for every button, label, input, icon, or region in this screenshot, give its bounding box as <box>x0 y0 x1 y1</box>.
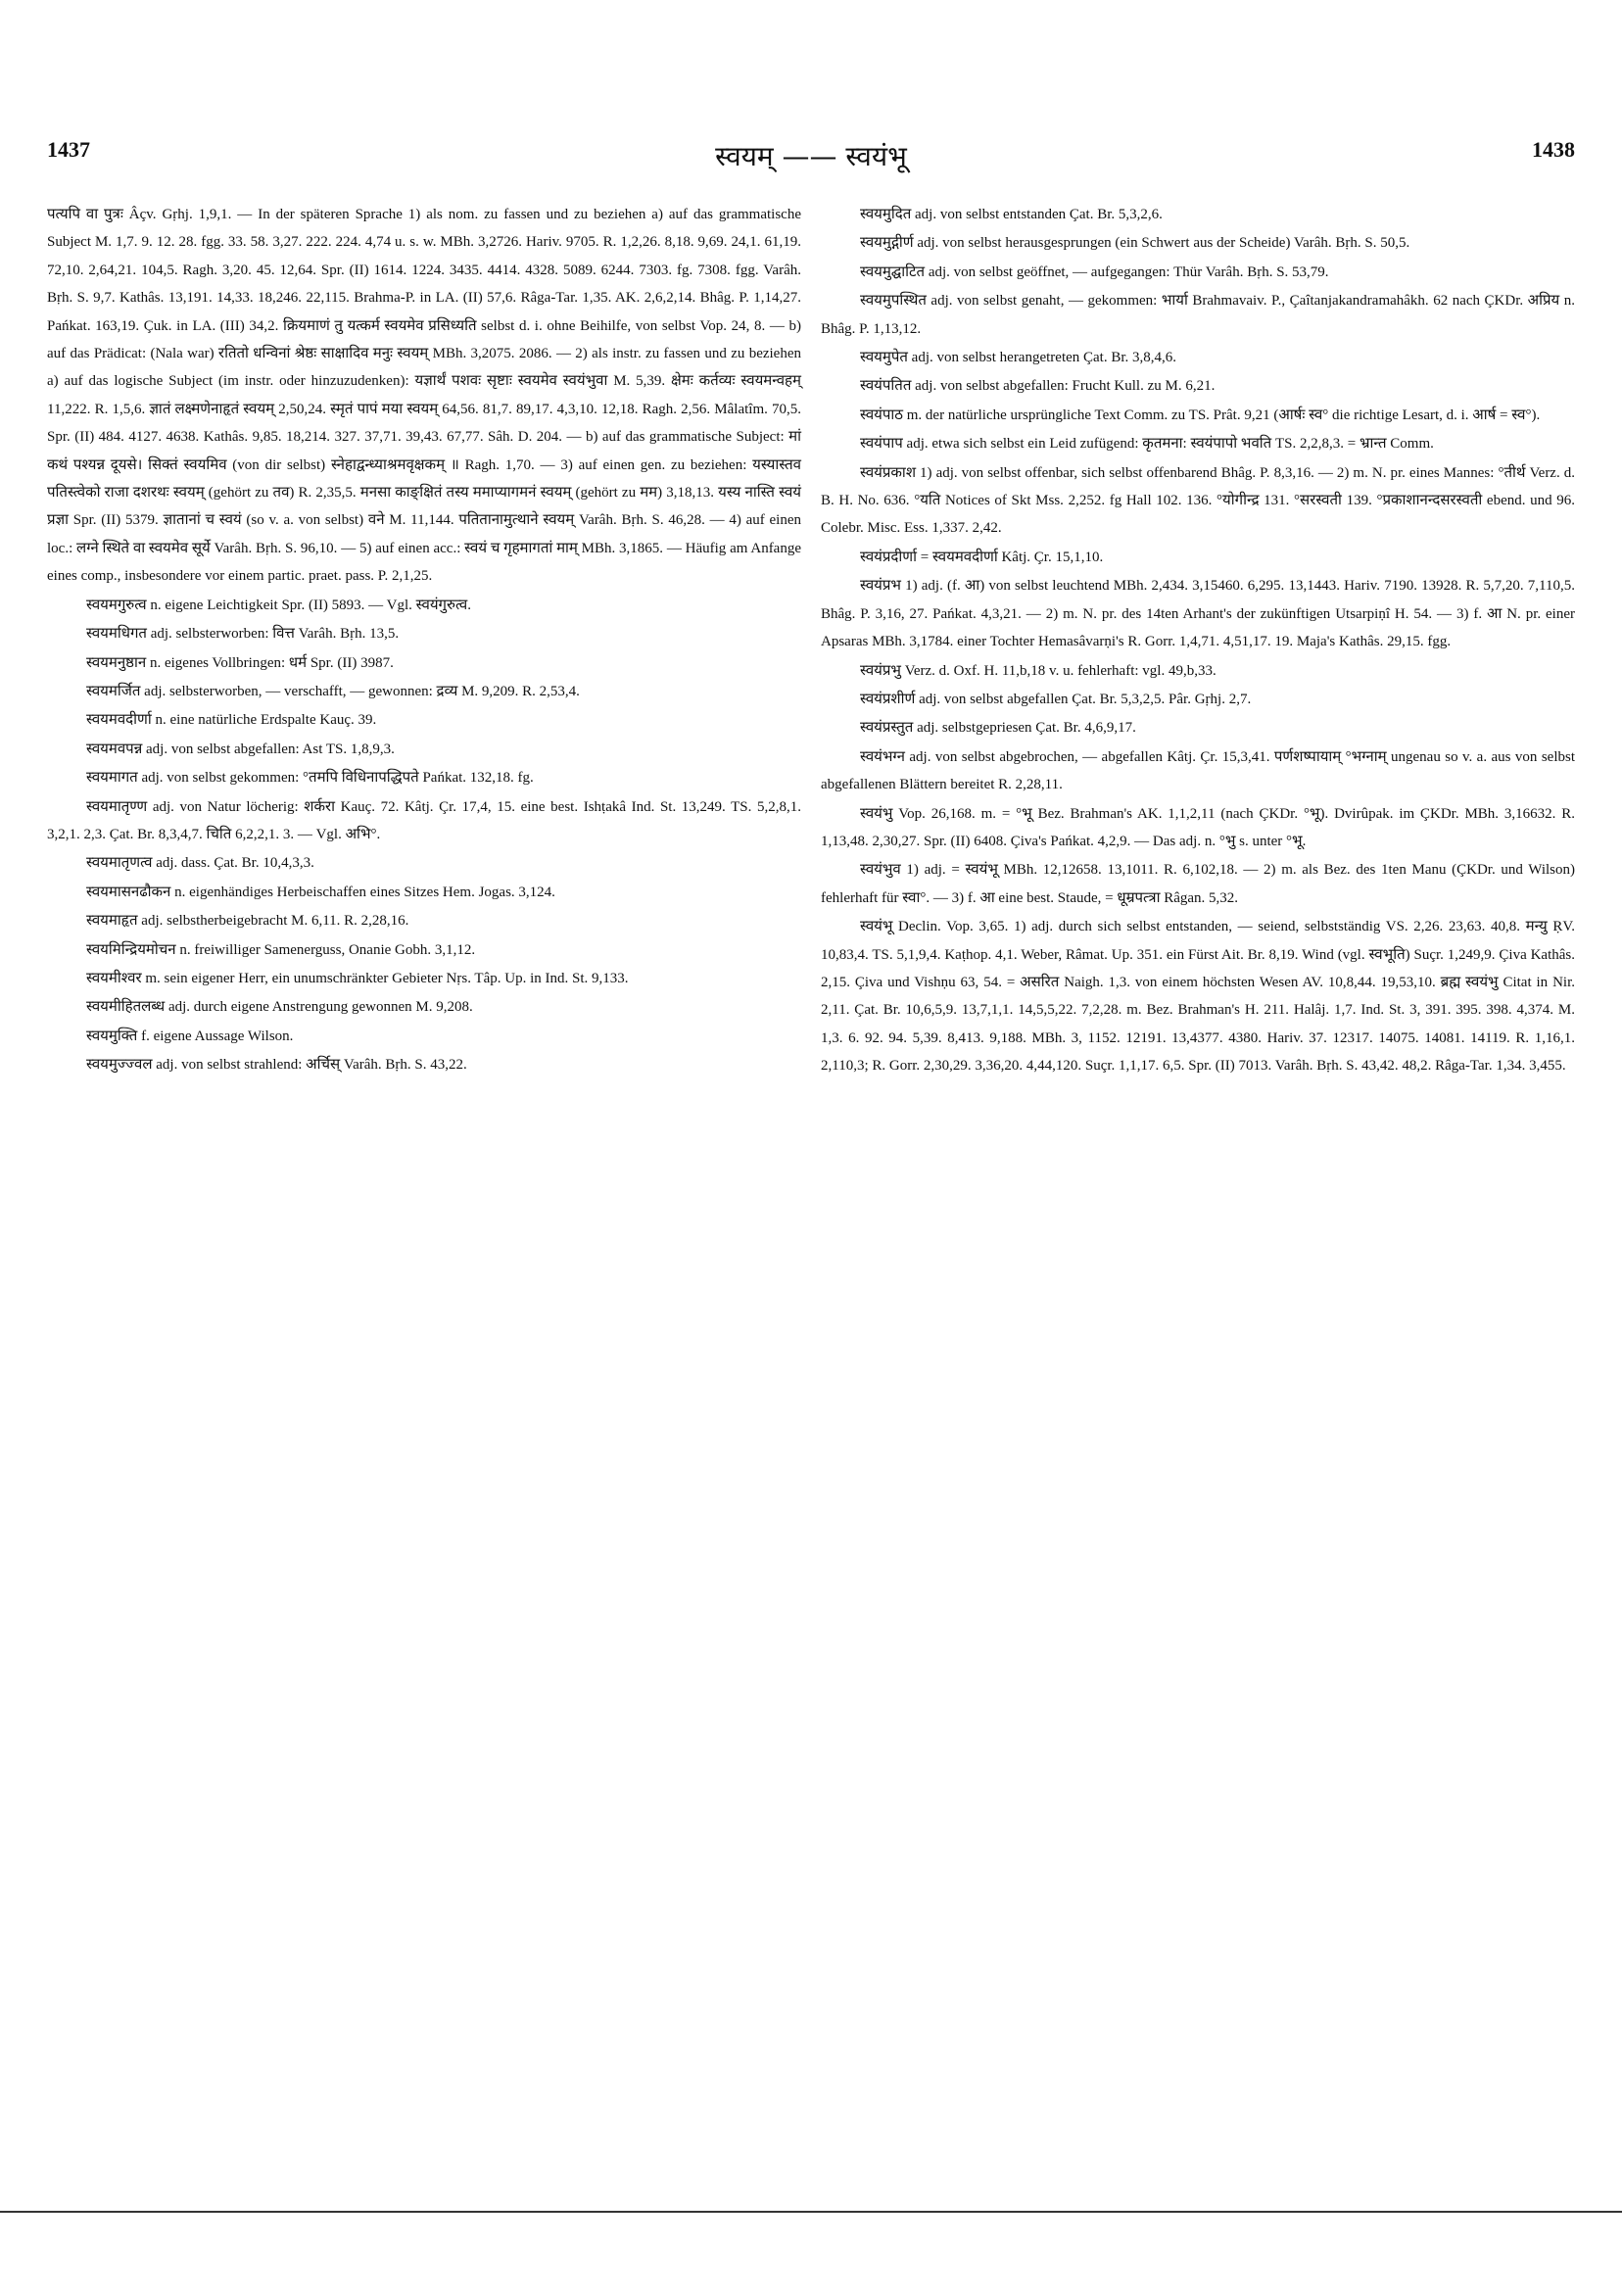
dictionary-entry: स्वयमीश्वर m. sein eigener Herr, ein unumschränkter Gebieter Nṛs. Tâp. Up. in Ind. St. 9,133. <box>86 970 629 986</box>
dictionary-entry: स्वयमागत adj. von selbst gekommen: °तमपि विधिनापद्धिपते Pańkat. 132,18. fg. <box>86 770 534 787</box>
dictionary-entry: स्वयमुदित adj. von selbst entstanden Çat. Br. 5,3,2,6. <box>860 207 1163 222</box>
dictionary-entry: स्वयंभू Declin. Vop. 3,65. 1) adj. durch sich selbst entstanden, — seiend, selbstständig VS. 2,26. 23,63. 40,8. मन्यु ṚV. 10,83,4. TS. 5,1,9,4. Kaṭhop. 4,1. Weber, Râmat. Up. 351. ein Fürst Ait. Br. 8,19. Wind (vgl. स्वभूति) Suçr. 1,249,9. Çiva Kathâs. 2,15. Çiva und Vishṇu 63, 54. = असरित Naigh. 1,3. von einem höchsten Wesen AV. 10,8,44. 19,53,10. ब्रह्म स्वयंभु Citat in Nir. 2,11. Çat. Br. 10,6,5,9. 13,7,1,1. 14,5,5,22. 7,2,28. m. Bez. Brahman's H. 211. Halâj. 1,7. Ind. St. 3, 391. 395. 398. 4,374. M. 1,3. 6. 92. 94. 5,39. 8,413. 9,188. MBh. 3, 1152. 12191. 13,4377. 4380. Hariv. 37. 12317. 14075. 14081. 14119. R. 1,16,1. 2,110,3; R. Gorr. 2,30,29. 3,36,20. 4,44,120. Suçr. 1,1,17. 6,5. Spr. (II) 7013. Varâh. Bṛh. S. 43,42. 48,2. Râga-Tar. 1,34. 3,455. <box>821 919 1575 1075</box>
dictionary-entry: स्वयमातृण्ण adj. von Natur löcherig: शर्करा Kauç. 72. Kâtj. Çr. 17,4, 15. eine best. Ishṭakâ Ind. St. 13,249. TS. 5,2,8,1. 3,2,1. 2,3. Çat. Br. 8,3,4,7. चिति 6,2,2,1. 3. — Vgl. अभि°. <box>47 798 801 842</box>
dictionary-entry: स्वयंप्रभु Verz. d. Oxf. H. 11,b,18 v. u. fehlerhaft: vgl. 49,b,33. <box>860 662 1216 679</box>
footer-rule <box>0 2211 1622 2213</box>
dictionary-entry: स्वयंपाप adj. etwa sich selbst ein Leid zufügend: कृतमना: स्वयंपापो भवति TS. 2,2,8,3. = भ्रान्त Comm. <box>860 436 1434 453</box>
dictionary-entry: स्वयमीहितलब्ध adj. durch eigene Anstrengung gewonnen M. 9,208. <box>86 999 473 1016</box>
dictionary-entry: स्वयमासनढौकन n. eigenhändiges Herbeischaffen eines Sitzes Hem. Jogas. 3,124. <box>86 884 555 900</box>
dictionary-entry: स्वयमुज्ज्वल adj. von selbst strahlend: अर्चिस् Varâh. Bṛh. S. 43,22. <box>86 1057 467 1074</box>
dictionary-entry: स्वयंप्रकाश 1) adj. von selbst offenbar, sich selbst offenbarend Bhâg. P. 8,3,16. — 2) m. N. pr. eines Mannes: °तीर्थ Verz. d. B. H. No. 636. °यति Notices of Skt Mss. 2,252. fg Hall 102. 136. °योगीन्द्र 131. °सरस्वती 139. °प्रकाशानन्दसरस्वती ebend. und 96. Colebr. Misc. Ess. 1,337. 2,42. <box>821 464 1575 537</box>
dictionary-entry: स्वयमनुष्ठान n. eigenes Vollbringen: धर्म Spr. (II) 3987. <box>86 654 394 671</box>
dictionary-entry: स्वयमुपस्थित adj. von selbst genaht, — gekommen: भार्या Brahmavaiv. P., Çaîtanjakandramahâkh. 62 nach ÇKDr. अप्रिय n. Bhâg. P. 1,13,12. <box>821 293 1575 337</box>
dictionary-entry: स्वयमुद्गीर्ण adj. von selbst herausgesprungen (ein Schwert aus der Scheide) Varâh. Bṛh. S. 50,5. <box>860 235 1410 252</box>
dictionary-entry: स्वयंप्रस्तुत adj. selbstgepriesen Çat. Br. 4,6,9,17. <box>860 720 1136 737</box>
right-column <box>821 201 1575 1081</box>
dictionary-entry: स्वयमधिगत adj. selbsterworben: वित्त Varâh. Bṛh. 13,5. <box>86 626 400 643</box>
dictionary-entry: स्वयंप्रशीर्ण adj. von selbst abgefallen Çat. Br. 5,3,2,5. Pâr. Gṛhj. 2,7. <box>860 691 1252 707</box>
dictionary-entry: स्वयमिन्द्रियमोचन n. freiwilliger Samenerguss, Onanie Gobh. 3,1,12. <box>86 941 476 958</box>
right-page-number: 1438 <box>1532 137 1575 162</box>
dictionary-entry: स्वयंप्रभ 1) adj. (f. आ) von selbst leuchtend MBh. 2,434. 3,15460. 6,295. 13,1443. Hariv. 7190. 13928. R. 5,7,20. 7,110,5. Bhâg. P. 3,16, 27. Pańkat. 4,3,21. — 2) m. N. pr. des 14ten Arhant's der zukünftigen Utsarpiṇî H. 54. — 3) f. आ N. pr. einer Apsaras MBh. 3,1784. einer Tochter Hemasâvarṇi's R. Gorr. 1,4,71. 4,51,17. 19. Maja's Kathâs. 29,15. fgg. <box>821 578 1575 650</box>
dictionary-entry: स्वयमातृणत्व adj. dass. Çat. Br. 10,4,3,3. <box>86 855 314 872</box>
dictionary-entry: पत्यपि वा पुत्रः Âçv. Gṛhj. 1,9,1. — In der späteren Sprache 1) als nom. zu fassen und zu beziehen a) auf das grammatische Subject M. 1,7. 9. 12. 28. fgg. 33. 58. 3,27. 222. 224. 4,74 u. s. w. MBh. 3,2726. Hariv. 9705. R. 1,2,26. 8,18. 9,69. 24,1. 61,19. 72,10. 2,64,21. 104,5. Ragh. 3,20. 45. 12,64. Spr. (II) 1614. 1224. 3435. 4414. 4328. 5089. 6244. 7303. fg. 7308. fgg. Varâh. Bṛh. S. 9,7. Kathâs. 13,191. 14,33. 18,246. 22,115. Brahma-P. in LA. (II) 57,6. Râga-Tar. 1,35. AK. 2,6,2,14. Bhâg. P. 1,14,27. Pańkat. 163,19. Çuk. in LA. (III) 34,2. क्रियमाणं तु यत्कर्म स्वयमेव प्रसिध्यति selbst d. i. ohne Beihilfe, von selbst Vop. 24, 8. — b) auf das Prädicat: (Nala war) रतितो धन्विनां श्रेष्ठः साक्षादिव मनुः स्वयम् MBh. 3,2075. 2086. — 2) als instr. zu fassen und zu beziehen a) auf das logische Subject (im instr. oder hinzuzudenken): यज्ञार्थं पशवः सृष्टाः स्वयमेव स्वयंभुवा M. 5,39. क्षेमः कर्तव्यः स्वयमन्वहम् 11,222. R. 1,5,6. ज्ञातं लक्ष्मणेनाहृतं स्वयम् 2,50,24. स्मृतं पापं मया स्वयम् 64,56. 81,7. 89,17. 4,3,10. 12,18. Ragh. 2,56. Mâlatîm. 70,5. Spr. (II) 484. 4127. 4638. Kathâs. 9,85. 18,214. 327. 37,71. 39,43. 67,77. Sâh. D. 204. — b) auf das grammatische Subject: मां कथं पश्यन्न दूयसे। सिक्तं स्वयमिव (von dir selbst) स्नेहाद्वन्ध्याश्रमवृक्षकम् ॥ Ragh. 1,70. — 3) auf einen gen. zu beziehen: यस्यास्तव पतिस्त्वेको राजा दशरथः स्वयम् (gehört zu तव) R. 2,35,5. मनसा काङ्क्षितं तस्य ममाप्यागमनं स्वयम् (gehört zu मम) 3,18,13. यस्य नास्ति स्वयं प्रज्ञा Spr. (II) 5379. ज्ञातानां च स्वयं (so v. a. von selbst) वने M. 11,144. पतितानामुत्थाने स्वयम् Varâh. Bṛh. S. 46,28. — 4) auf einen loc.: लग्ने स्थिते वा स्वयमेव सूर्ये Varâh. Bṛh. S. 96,10. — 5) auf einen acc.: स्वयं च गृहमागतां माम् MBh. 3,1865. — Häufig am Anfange eines comp., insbesondere vor einem partic. praet. pass. P. 2,1,25. <box>47 207 801 585</box>
dictionary-entry: स्वयमवदीर्णा n. eine natürliche Erdspalte Kauç. 39. <box>86 712 377 729</box>
dictionary-entry: स्वयंपाठ m. der natürliche ursprüngliche Text Comm. zu TS. Prât. 9,21 (आर्षः स्व° die richtige Lesart, d. i. आर्ष = स्व°). <box>860 407 1541 423</box>
dictionary-entry: स्वयमवपन्न adj. von selbst abgefallen: Ast TS. 1,8,9,3. <box>86 741 395 757</box>
dictionary-entry: स्वयमगुरुत्व n. eigene Leichtigkeit Spr. (II) 5893. — Vgl. स्वयंगुरुत्व. <box>86 597 472 613</box>
dictionary-entry: स्वयंभुव 1) adj. = स्वयंभू MBh. 12,12658. 13,1011. R. 6,102,18. — 2) m. als Bez. des 1ten Manu (ÇKDr. und Wilson) fehlerhaft für स्वा°. — 3) f. आ eine best. Staude, = धूम्रपत्त्रा Râgan. 5,32. <box>821 862 1575 906</box>
dictionary-entry: स्वयमुक्ति f. eigene Aussage Wilson. <box>86 1028 294 1044</box>
left-page-number: 1437 <box>47 137 90 162</box>
dictionary-entry: स्वयमुद्घाटित adj. von selbst geöffnet, — aufgegangen: Thür Varâh. Bṛh. S. 53,79. <box>860 263 1329 280</box>
dictionary-entry: स्वयंपतित adj. von selbst abgefallen: Frucht Kull. zu M. 6,21. <box>860 378 1216 395</box>
left-column <box>47 201 801 1080</box>
dictionary-entry: स्वयमाहृत adj. selbstherbeigebracht M. 6,11. R. 2,28,16. <box>86 913 409 930</box>
dictionary-entry: स्वयमुपेत adj. von selbst herangetreten Çat. Br. 3,8,4,6. <box>860 350 1177 366</box>
page-header <box>47 137 1575 186</box>
dictionary-entry: स्वयंभु Vop. 26,168. m. = °भू Bez. Brahman's AK. 1,1,2,11 (nach ÇKDr. °भू). Dvirûpak. im ÇKDr. MBh. 3,16632. R. 1,13,48. 2,30,27. Spr. (II) 6408. Çiva's Pańkat. 4,2,9. — Das adj. n. °भु s. unter °भू. <box>821 805 1575 849</box>
dictionary-entry: स्वयंप्रदीर्णा = स्वयमवदीर्णा Kâtj. Çr. 15,1,10. <box>860 549 1104 565</box>
running-head: स्वयम् —— स्वयंभू <box>715 140 907 172</box>
dictionary-entry: स्वयंभग्न adj. von selbst abgebrochen, — abgefallen Kâtj. Çr. 15,3,41. पर्णशष्पायाम् °भग्नाम् ungenau so v. a. aus von selbst abgefallenen Blättern bereitet R. 2,28,11. <box>821 748 1575 793</box>
dictionary-entry: स्वयमर्जित adj. selbsterworben, — verschafft, — gewonnen: द्रव्य M. 9,209. R. 2,53,4. <box>86 683 580 699</box>
